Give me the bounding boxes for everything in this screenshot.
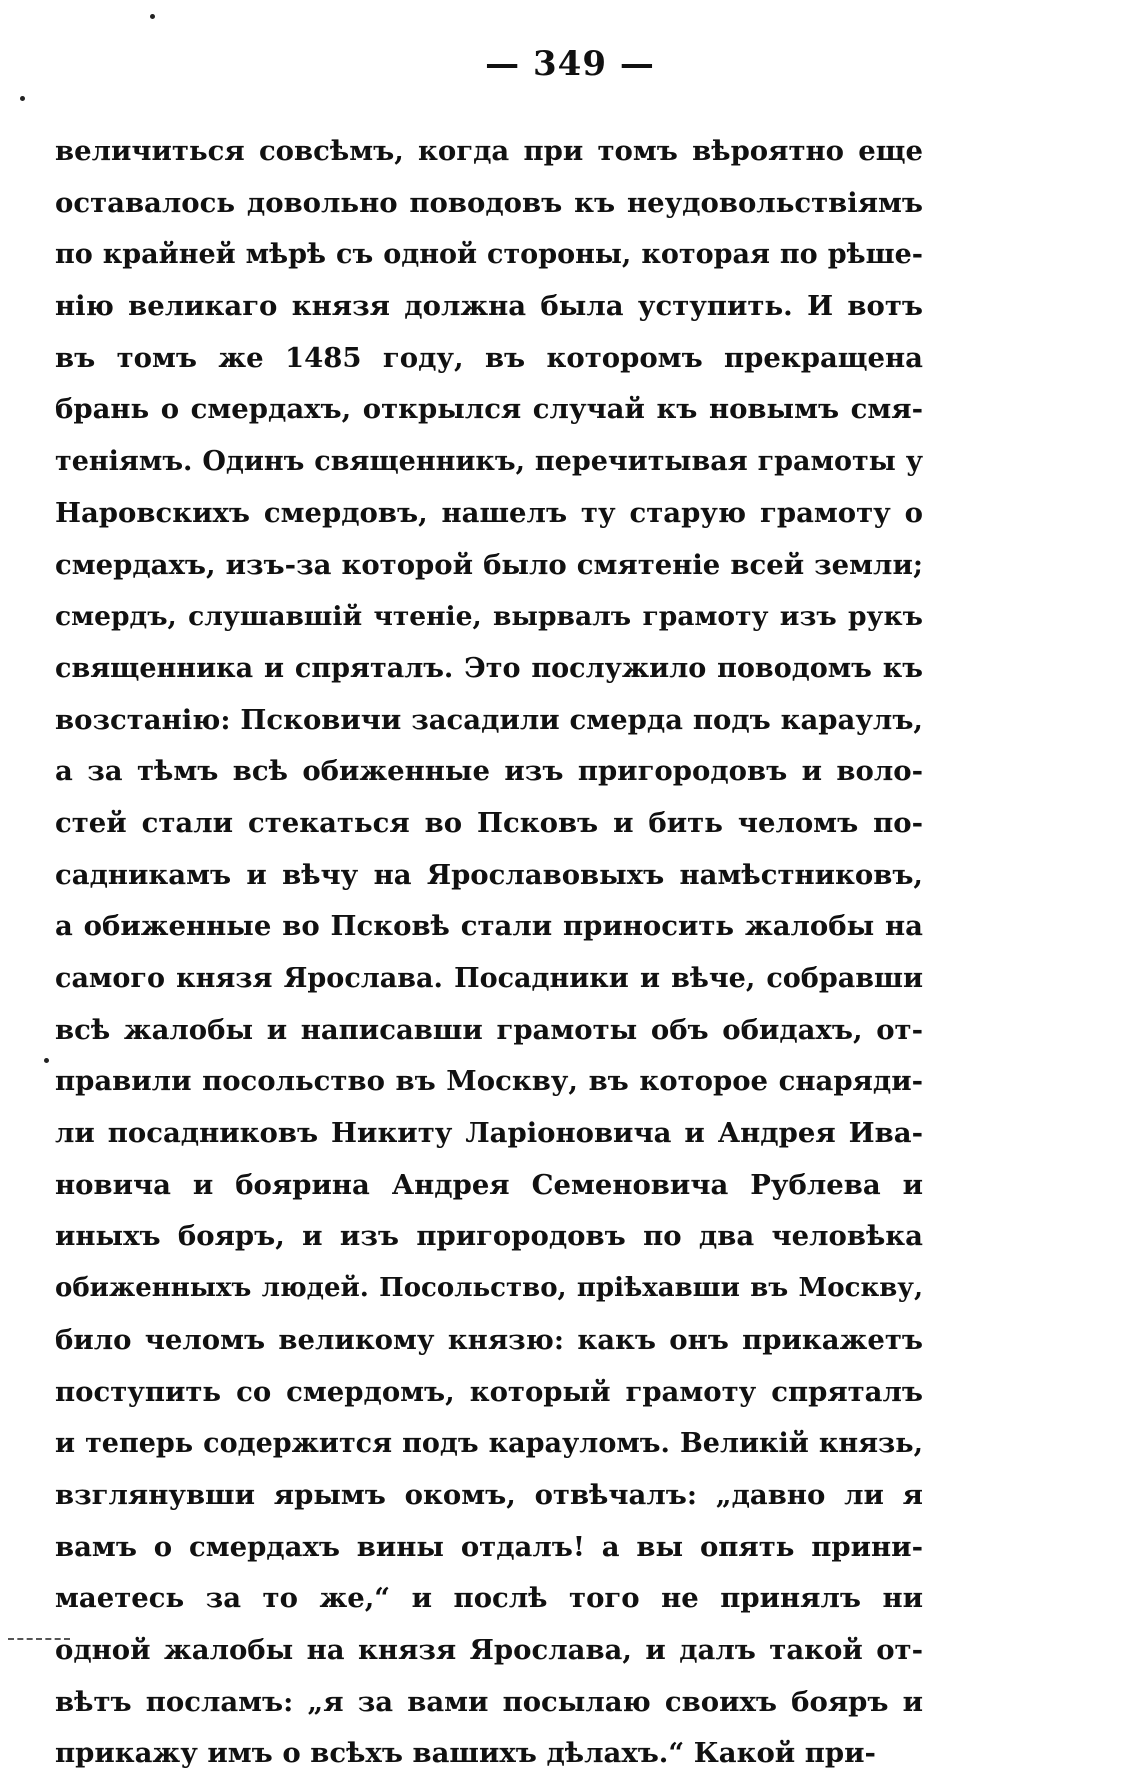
text-line: садникамъ и вѣчу на Ярославовыхъ намѣстниковъ, (55, 858, 923, 891)
text-line: взглянувши ярымъ окомъ, отвѣчалъ: „давно ли я (55, 1478, 923, 1511)
body-text (55, 126, 923, 1780)
text-line: по крайней мѣрѣ съ одной стороны, которая по рѣше- (55, 239, 923, 271)
text-line: въ томъ же 1485 году, въ которомъ прекращена (55, 341, 923, 374)
text-line: возстанію: Псковичи засадили смерда подъ караулъ, (55, 703, 923, 736)
text-line: стей стали стекаться во Псковъ и бить челомъ по- (55, 806, 923, 839)
print-speck (150, 14, 155, 19)
text-line: одной жалобы на князя Ярослава, и далъ такой от- (55, 1633, 923, 1666)
print-speck (20, 96, 25, 101)
text-line: величиться совсѣмъ, когда при томъ вѣроятно еще (55, 135, 923, 167)
text-line: ли посадниковъ Никиту Ларіоновича и Андрея Ива- (55, 1117, 923, 1150)
print-speck (44, 1058, 49, 1063)
page-number: — 349 — (485, 44, 655, 84)
text-line: и теперь содержится подъ карауломъ. Великій князь, (55, 1428, 923, 1460)
text-line: теніямъ. Одинъ священникъ, перечитывая грамоты у (55, 446, 923, 478)
text-line: всѣ жалобы и написавши грамоты объ обидахъ, от- (55, 1013, 923, 1046)
text-line: било челомъ великому князю: какъ онъ прикажетъ (55, 1323, 923, 1356)
text-line: а обиженные во Псковѣ стали приносить жалобы на (55, 910, 923, 943)
text-line: смердъ, слушавшій чтеніе, вырвалъ грамоту изъ рукъ (55, 601, 923, 633)
text-line: вѣтъ посламъ: „я за вами посылаю своихъ бояръ и (55, 1685, 923, 1718)
text-line: брань о смердахъ, открылся случай къ новымъ смя- (55, 393, 923, 426)
text-line: прикажу имъ о всѣхъ вашихъ дѣлахъ.“ Какой при- (55, 1737, 876, 1770)
text-line: а за тѣмъ всѣ обиженные изъ пригородовъ и воло- (55, 755, 923, 788)
text-line: нію великаго князя должна была уступить. И вотъ (55, 290, 923, 323)
text-line: Наровскихъ смердовъ, нашелъ ту старую грамоту о (55, 496, 923, 529)
scan-edge-mark (8, 1638, 70, 1640)
text-line: оставалось довольно поводовъ къ неудовольствіямъ (55, 186, 923, 219)
text-line: священника и спряталъ. Это послужило поводомъ къ (55, 652, 923, 684)
text-line: поступить со смердомъ, который грамоту спряталъ (55, 1375, 923, 1408)
text-line: правили посольство въ Москву, въ которое снаряди- (55, 1065, 923, 1098)
text-line: маетесь за то же,“ и послѣ того не принялъ ни (55, 1582, 923, 1615)
text-line: самого князя Ярослава. Посадники и вѣче, собравши (55, 963, 923, 994)
text-line: новича и боярина Андрея Семеновича Рублева и (55, 1168, 923, 1201)
text-line: смердахъ, изъ-за которой было смятеніе всей земли; (55, 548, 923, 581)
text-line: обиженныхъ людей. Посольство, пріѣхавши въ Москву, (55, 1273, 923, 1304)
text-line: вамъ о смердахъ вины отдалъ! а вы опять прини- (55, 1530, 923, 1563)
text-line: иныхъ бояръ, и изъ пригородовъ по два человѣка (55, 1220, 923, 1253)
